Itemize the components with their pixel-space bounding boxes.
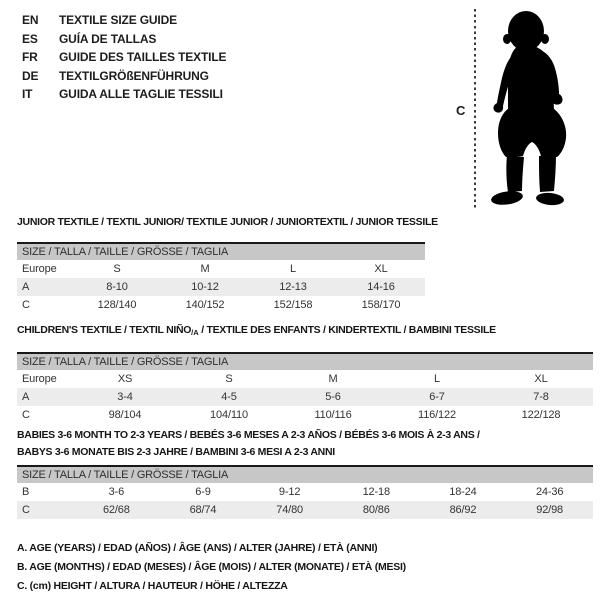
cell: S bbox=[113, 263, 121, 275]
table-row-age bbox=[17, 388, 593, 406]
table-row-height bbox=[17, 406, 593, 424]
cell: 158/170 bbox=[361, 299, 401, 311]
cell: M bbox=[328, 373, 338, 385]
cell: L bbox=[434, 373, 440, 385]
legend-line-b: B. AGE (MONTHS) / EDAD (MESES) / ÂGE (MOIS) / ALTER (MONATE) / ETÀ (MESI) bbox=[17, 560, 406, 573]
row-label: Europe bbox=[22, 263, 57, 275]
row-label: A bbox=[22, 391, 30, 403]
cell: 98/104 bbox=[108, 409, 142, 421]
cell: 8-10 bbox=[106, 281, 128, 293]
cell: 7-8 bbox=[533, 391, 549, 403]
cell: L bbox=[290, 263, 296, 275]
cell: 92/98 bbox=[536, 504, 564, 516]
cell: 116/122 bbox=[418, 409, 456, 421]
cell: 68/74 bbox=[189, 504, 217, 516]
size-header-row bbox=[17, 466, 593, 483]
size-header: SIZE / TALLA / TAILLE / GRÖSSE / TAGLIA bbox=[17, 353, 593, 370]
height-measure-label: C bbox=[456, 103, 466, 118]
cell: 18-24 bbox=[449, 486, 477, 498]
cell: XL bbox=[534, 373, 548, 385]
cell: 14-16 bbox=[367, 281, 395, 293]
table-row-height bbox=[17, 296, 425, 314]
babies-section-title bbox=[17, 427, 593, 460]
baby-silhouette-icon bbox=[487, 10, 591, 210]
lang-code: IT bbox=[22, 87, 33, 102]
table-row-height bbox=[17, 501, 593, 519]
title-subscript: /A bbox=[191, 328, 199, 337]
table-row-months bbox=[17, 483, 593, 501]
cell: 10-12 bbox=[191, 281, 219, 293]
children-section-title bbox=[17, 324, 593, 339]
size-header: SIZE / TALLA / TAILLE / GRÖSSE / TAGLIA bbox=[17, 466, 593, 483]
size-header-row bbox=[17, 353, 593, 370]
table-row-europe bbox=[17, 260, 425, 278]
cell: S bbox=[225, 373, 233, 385]
title-line-2: BABYS 3-6 MONATE BIS 2-3 JAHRE / BAMBINI 3-6 MESI A 2-3 ANNI bbox=[17, 445, 335, 458]
language-title-block bbox=[22, 11, 226, 104]
cell: 86/92 bbox=[449, 504, 477, 516]
title-part: / TEXTILE DES ENFANTS / KINDERTEXTIL / BAMBINI TESSILE bbox=[198, 324, 496, 336]
junior-section-title: JUNIOR TEXTILE / TEXTIL JUNIOR/ TEXTILE JUNIOR / JUNIORTEXTIL / JUNIOR TESSILE bbox=[17, 216, 438, 228]
cell: 152/158 bbox=[273, 299, 313, 311]
babies-size-table bbox=[17, 465, 593, 519]
cell: 4-5 bbox=[221, 391, 237, 403]
cell: 104/110 bbox=[210, 409, 248, 421]
cell: 12-18 bbox=[362, 486, 390, 498]
row-label: C bbox=[22, 299, 30, 311]
table-row-age bbox=[17, 278, 425, 296]
cell: 5-6 bbox=[325, 391, 341, 403]
junior-size-table bbox=[17, 242, 425, 314]
lang-row-es bbox=[22, 30, 226, 49]
lang-row-en bbox=[22, 11, 226, 30]
row-label: Europe bbox=[22, 373, 57, 385]
cell: 6-9 bbox=[195, 486, 211, 498]
legend-line-a: A. AGE (YEARS) / EDAD (AÑOS) / ÂGE (ANS) / ALTER (JAHRE) / ETÀ (ANNI) bbox=[17, 542, 378, 554]
cell: 3-6 bbox=[108, 486, 125, 498]
guide-title: GUIDE DES TAILLES TEXTILE bbox=[59, 50, 227, 65]
cell: 128/140 bbox=[97, 299, 137, 311]
legend-line-c: C. (cm) HEIGHT / ALTURA / HAUTEUR / HÖHE / ALTEZZA bbox=[17, 579, 288, 592]
lang-code: EN bbox=[22, 13, 39, 27]
lang-row-fr bbox=[22, 48, 226, 67]
height-measure-dashed-line bbox=[474, 9, 476, 210]
lang-code: FR bbox=[22, 50, 38, 65]
cell: 3-4 bbox=[117, 391, 133, 403]
guide-title: GUÍA DE TALLAS bbox=[59, 31, 157, 46]
row-label: C bbox=[22, 504, 30, 516]
junior-section bbox=[17, 216, 438, 314]
children-size-table bbox=[17, 352, 593, 424]
lang-code: DE bbox=[22, 68, 39, 83]
title-part: CHILDREN'S TEXTILE / TEXTIL NIÑO bbox=[17, 324, 192, 336]
legend bbox=[17, 539, 406, 595]
cell: M bbox=[200, 263, 210, 275]
children-section bbox=[17, 324, 593, 424]
title-line-1: BABIES 3-6 MONTH TO 2-3 YEARS / BEBÉS 3-6 MESES A 2-3 AÑOS / BÉBÉS 3-6 MOIS À 2-3 ANS / bbox=[17, 429, 480, 441]
cell: 62/68 bbox=[102, 504, 130, 516]
babies-section bbox=[17, 427, 593, 519]
cell: 24-36 bbox=[535, 486, 564, 498]
cell: 6-7 bbox=[429, 391, 445, 403]
guide-title: TEXTILE SIZE GUIDE bbox=[59, 13, 177, 27]
cell: XL bbox=[374, 263, 388, 275]
lang-row-de bbox=[22, 67, 226, 86]
row-label: B bbox=[22, 486, 30, 498]
size-header-row bbox=[17, 243, 425, 260]
cell: 80/86 bbox=[362, 504, 390, 516]
cell: 9-12 bbox=[278, 486, 301, 498]
lang-row-it bbox=[22, 85, 226, 104]
cell: 122/128 bbox=[521, 409, 561, 421]
guide-title: GUIDA ALLE TAGLIE TESSILI bbox=[59, 87, 223, 102]
row-label: C bbox=[22, 409, 30, 421]
table-row-europe bbox=[17, 370, 593, 388]
guide-title: TEXTILGRÖßENFÜHRUNG bbox=[59, 68, 209, 83]
cell: 140/152 bbox=[185, 299, 225, 311]
cell: 12-13 bbox=[279, 281, 307, 293]
cell: 110/116 bbox=[314, 409, 352, 421]
lang-code: ES bbox=[22, 31, 38, 46]
cell: XS bbox=[117, 373, 133, 385]
size-header: SIZE / TALLA / TAILLE / GRÖSSE / TAGLIA bbox=[17, 243, 425, 260]
cell: 74/80 bbox=[276, 504, 304, 516]
row-label: A bbox=[22, 281, 30, 293]
